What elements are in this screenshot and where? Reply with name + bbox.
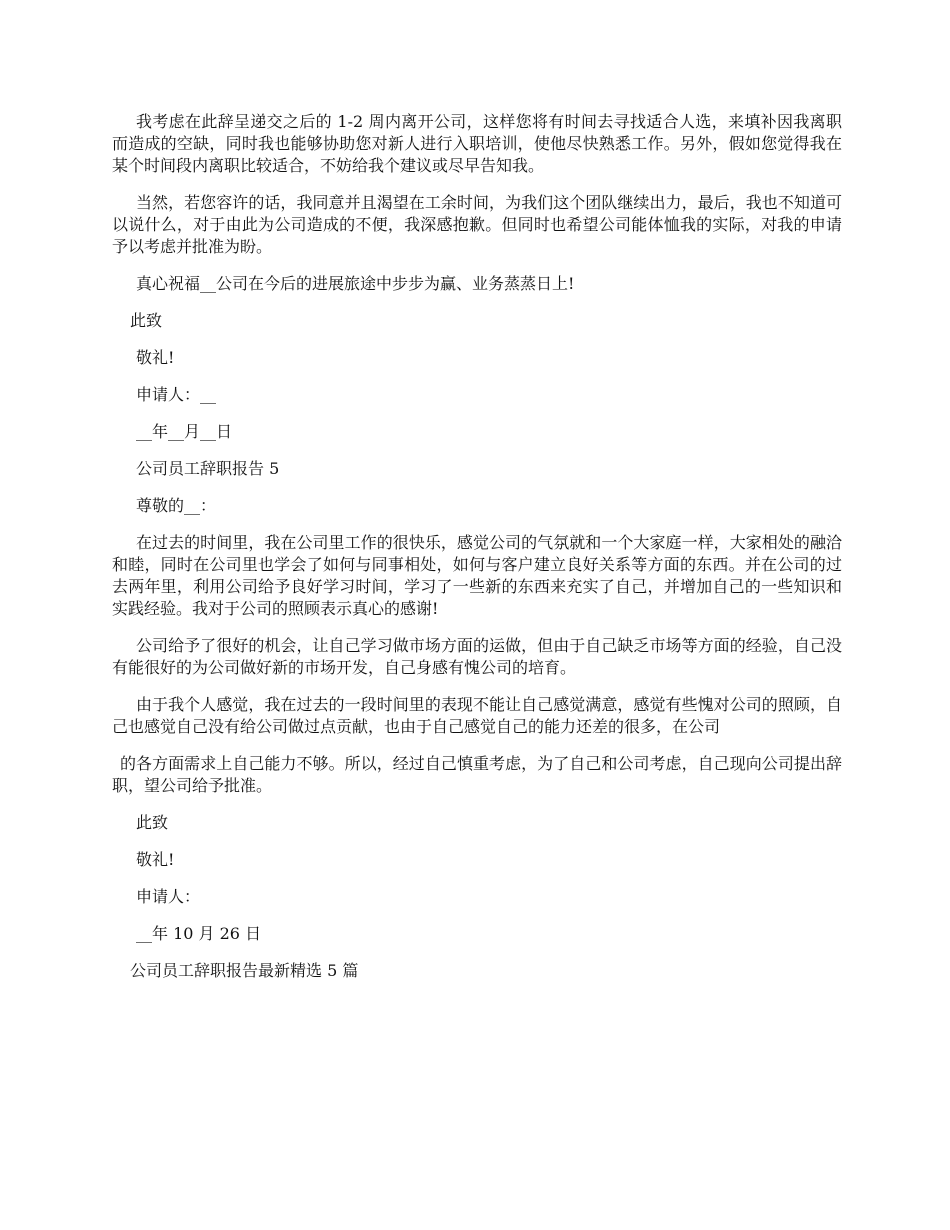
applicant-line-2: 申请人：: [136, 887, 201, 906]
closing-regards: 敬礼!: [136, 348, 175, 367]
paragraph-notice-period: 我考虑在此辞呈递交之后的 1-2 周内离开公司，这样您将有时间去寻找适合人选，来填补因我离职而造成的空缺，同时我也能够协助您对新人进行入职培训，使他尽快熟悉工作。另外，假如您觉得我在某个时间段内离职比较适合，不妨给我个建议或尽早告知我。: [112, 112, 842, 175]
closing-salutation-2: 此致: [136, 813, 169, 832]
paragraph-blessing: 真心祝福__公司在今后的进展旅途中步步为赢、业务蒸蒸日上!: [136, 274, 575, 293]
paragraph-self-assessment: 由于我个人感觉，我在过去的一段时间里的表现不能让自己感觉满意，感觉有些愧对公司的照顾，自己也感觉自己没有给公司做过点贡献，也由于自己感觉自己的能力还差的很多，在公司: [112, 695, 842, 736]
paragraph-gratitude: 在过去的时间里，我在公司里工作的很快乐，感觉公司的气氛就和一个大家庭一样，大家相处的融洽和睦，同时在公司里也学会了如何与同事相处，如何与客户建立良好关系等方面的东西。并在公司的过去两年里，利用公司给予良好学习时间，学习了一些新的东西来充实了自己，并增加自己的一些知识和实践经验。我对于公司的照顾表示真心的感谢!: [112, 533, 842, 618]
date-line: __年__月__日: [136, 422, 233, 441]
document-footer-title: 公司员工辞职报告最新精选 5 篇: [130, 961, 359, 980]
closing-salutation: 此致: [130, 311, 163, 330]
closing-regards-2: 敬礼!: [136, 850, 175, 869]
applicant-line: 申请人：__: [136, 385, 217, 404]
document-body: [112, 111, 842, 997]
section-title: 公司员工辞职报告 5: [136, 459, 280, 478]
paragraph-apology: 当然，若您容许的话，我同意并且渴望在工余时间，为我们这个团队继续出力，最后，我也不知道可以说什么，对于由此为公司造成的不便，我深感抱歉。但同时也希望公司能体恤我的实际，对我的申请予以考虑并批准为盼。: [112, 193, 842, 256]
paragraph-resignation-request: 的各方面需求上自己能力不够。所以，经过自己慎重考虑，为了自己和公司考虑，自己现向公司提出辞职，望公司给予批准。: [112, 754, 842, 795]
date-line-2: __年 10 月 26 日: [136, 924, 262, 943]
greeting-line: 尊敬的__：: [136, 496, 217, 515]
paragraph-opportunity: 公司给予了很好的机会，让自己学习做市场方面的运做，但由于自己缺乏市场等方面的经验，自己没有能很好的为公司做好新的市场开发，自己身感有愧公司的培育。: [112, 636, 842, 677]
